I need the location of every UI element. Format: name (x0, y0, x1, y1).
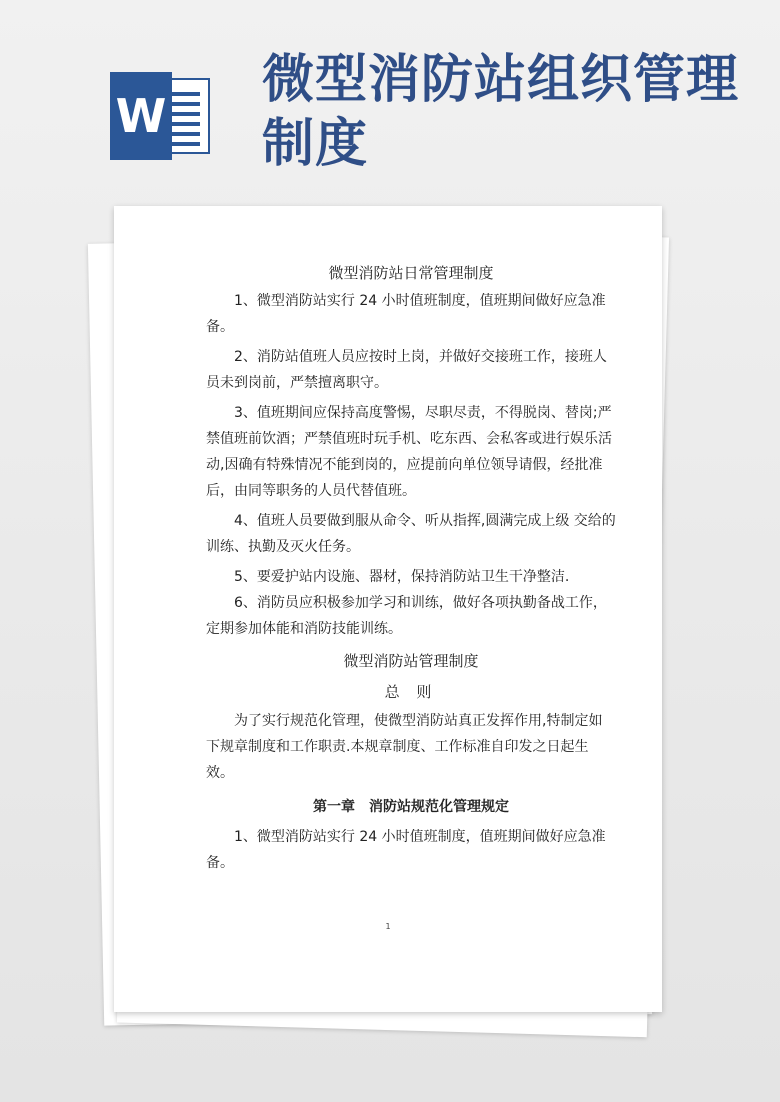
paragraph: 1、微型消防站实行 24 小时值班制度，值班期间做好应急准备。 (206, 293, 606, 335)
paragraph: 6、消防员应积极参加学习和训练，做好各项执勤备战工作，定期参加体能和消防技能训练。 (206, 595, 607, 637)
section-subtitle: 总 则 (384, 683, 438, 701)
paragraph: 5、要爱护站内设施、器材，保持消防站卫生干净整洁. (234, 569, 570, 585)
page-title: 微型消防站组织管理制度 (262, 50, 740, 174)
document-title: 微型消防站日常管理制度 (328, 264, 494, 282)
document-page (114, 206, 662, 1012)
word-document-icon (110, 72, 214, 160)
section-title: 微型消防站管理制度 (343, 652, 479, 670)
paragraph: 2、消防站值班人员应按时上岗，并做好交接班工作，接班人员未到岗前，严禁擅离职守。 (206, 349, 607, 391)
intro-paragraph: 为了实行规范化管理，使微型消防站真正发挥作用,特制定如下规章制度和工作职责.本规章制度、工作标准自印发之日起生效。 (206, 713, 603, 781)
document-body (206, 258, 616, 876)
paragraph: 3、值班期间应保持高度警惕，尽职尽责，不得脱岗、替岗;严禁值班前饮酒；严禁值班时玩手机、吃东西、会私客或进行娱乐活动,因确有特殊情况不能到岗的，应提前向单位领导请假，经批准后，由同等职务的人员代替值班。 (206, 405, 612, 499)
page-number: 1 (385, 922, 391, 931)
chapter-heading: 第一章 消防站规范化管理规定 (313, 799, 509, 815)
word-logo-badge: W (110, 72, 172, 160)
paragraph: 4、值班人员要做到服从命令、听从指挥,圆满完成上级 交给的训练、执勤及灭火任务。 (206, 513, 616, 555)
paragraph: 1、微型消防站实行 24 小时值班制度，值班期间做好应急准备。 (206, 829, 606, 871)
